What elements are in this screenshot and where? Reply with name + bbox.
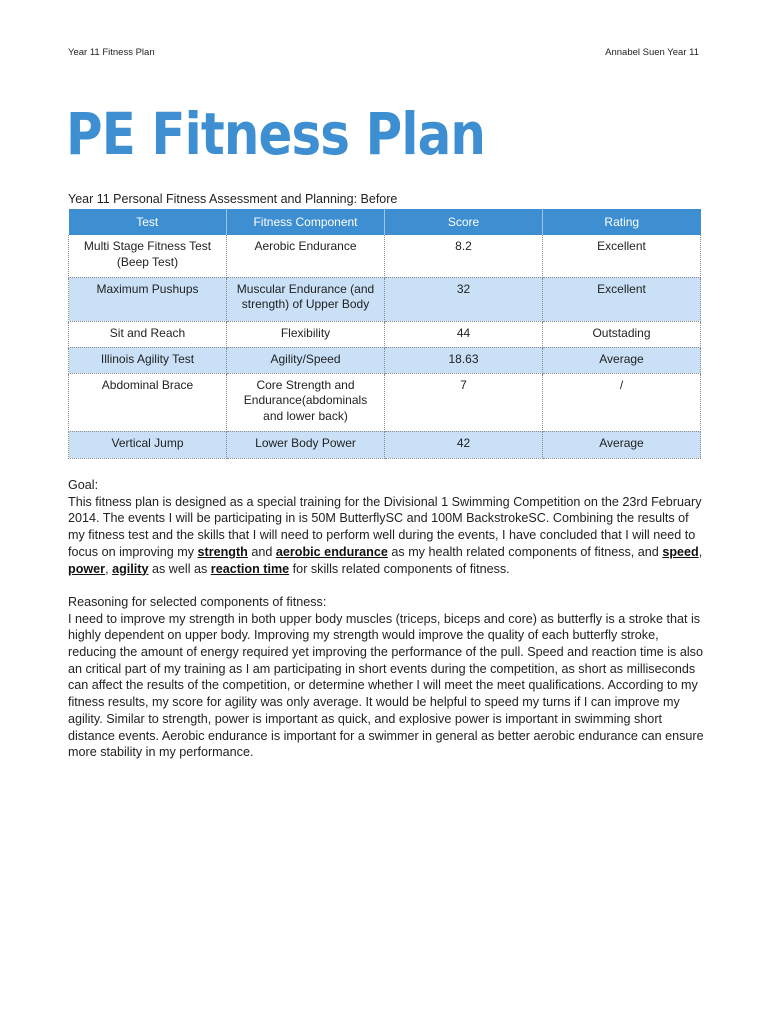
- cell-score: 42: [385, 431, 543, 458]
- table-row: [69, 431, 701, 458]
- cell-component: Core Strength and Endurance(abdominals and lower back): [227, 373, 385, 431]
- table-row: [69, 373, 701, 431]
- cell-rating: Outstading: [543, 321, 701, 347]
- goal-intro-text: This fitness plan is designed as a special training for the Divisional 1 Swimming Competition on the 23rd February 2014. The events I will be participating in is 50M ButterflySC and 100M BackstrokeSC. Combining the results of my fitness test and the skills that I will need to perform well during the events, I have concluded that I will need to focus on improving my: [68, 494, 702, 559]
- cell-score: 7: [385, 373, 543, 431]
- goal-end-text: for skills related components of fitness.: [289, 561, 510, 576]
- keyword-power: power: [68, 561, 106, 576]
- column-header-rating: Rating: [543, 209, 701, 235]
- cell-score: 18.63: [385, 347, 543, 373]
- keyword-agility: agility: [112, 561, 149, 576]
- cell-score: 8.2: [385, 235, 543, 277]
- cell-test: Multi Stage Fitness Test (Beep Test): [69, 235, 227, 277]
- goal-connector-text: and: [247, 544, 276, 559]
- cell-rating: /: [543, 373, 701, 431]
- goal-connector-text: ,: [698, 544, 703, 559]
- keyword-reaction-time: reaction time: [210, 561, 290, 576]
- cell-test: Illinois Agility Test: [69, 347, 227, 373]
- body-text: [68, 477, 704, 761]
- cell-score: 44: [385, 321, 543, 347]
- cell-test: Maximum Pushups: [69, 277, 227, 321]
- column-header-score: Score: [385, 209, 543, 235]
- header-left: Year 11 Fitness Plan: [68, 47, 155, 58]
- cell-component: Aerobic Endurance: [227, 235, 385, 277]
- goal-heading: Goal:: [68, 478, 99, 492]
- table-row: [69, 235, 701, 277]
- goal-mid-text: as my health related components of fitness, and: [387, 544, 663, 559]
- goal-connector-text: as well as: [148, 561, 211, 576]
- column-header-test: Test: [69, 209, 227, 235]
- page-title: PE Fitness Plan: [66, 100, 486, 168]
- fitness-assessment-table: [68, 209, 701, 459]
- cell-rating: Excellent: [543, 277, 701, 321]
- cell-test: Sit and Reach: [69, 321, 227, 347]
- column-header-fitness-component: Fitness Component: [227, 209, 385, 235]
- cell-component: Flexibility: [227, 321, 385, 347]
- cell-rating: Excellent: [543, 235, 701, 277]
- cell-component: Muscular Endurance (and strength) of Upper Body: [227, 277, 385, 321]
- table-header-row: [69, 209, 701, 235]
- cell-component: Agility/Speed: [227, 347, 385, 373]
- cell-test: Vertical Jump: [69, 431, 227, 458]
- table-row: [69, 321, 701, 347]
- keyword-aerobic-endurance: aerobic endurance: [275, 544, 388, 559]
- reasoning-heading: Reasoning for selected components of fitness:: [68, 594, 327, 609]
- cell-component: Lower Body Power: [227, 431, 385, 458]
- cell-rating: Average: [543, 431, 701, 458]
- table-row: [69, 277, 701, 321]
- cell-rating: Average: [543, 347, 701, 373]
- table-caption: Year 11 Personal Fitness Assessment and Planning: Before: [68, 192, 398, 206]
- goal-paragraph: [68, 494, 704, 578]
- cell-score: 32: [385, 277, 543, 321]
- keyword-strength: strength: [197, 544, 248, 559]
- cell-test: Abdominal Brace: [69, 373, 227, 431]
- keyword-speed: speed: [662, 544, 699, 559]
- reasoning-paragraph: I need to improve my strength in both upper body muscles (triceps, biceps and core) as butterfly is a stroke that is highly dependent on upper body. Improving my strength would improve the quality of each butterfly stroke, reducing the amount of energy required yet improving the performance of the pull. Speed and reaction time is also an critical part of my training as I am participating in short events during the competition, as short as milliseconds can affect the results of the competition, or determine whether I will meet the meet qualifications. According to my fitness results, my score for agility was only average. It would be helpful to speed my turns if I can improve my agility. Similar to strength, power is important as quick, and explosive power is important in swimming short distance events. Aerobic endurance is important for a swimmer in general as better aerobic endurance can ensure more stability in my performance.: [68, 611, 704, 760]
- paragraph-spacer: [68, 577, 704, 594]
- goal-connector-text: ,: [105, 561, 113, 576]
- table-row: [69, 347, 701, 373]
- header-right: Annabel Suen Year 11: [605, 47, 699, 58]
